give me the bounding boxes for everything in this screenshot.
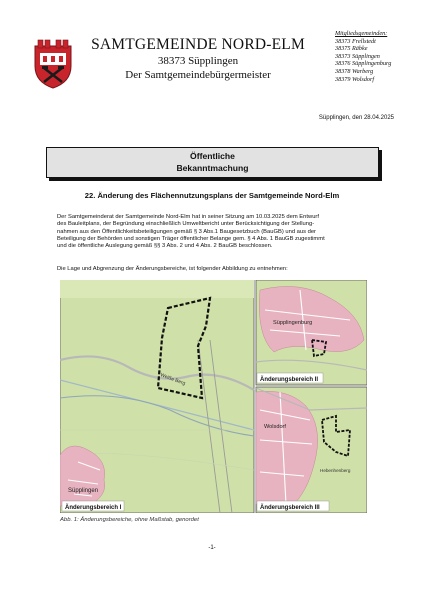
- area-label-1: Änderungsbereich I: [65, 505, 122, 511]
- body-line: nahmen aus den Öffentlichkeitsbeteiligungen gemäß § 3 Abs.1 Baugesetzbuch (BauGB) und aus der: [57, 228, 316, 235]
- member-item: 38378 Warberg: [335, 67, 374, 75]
- map-panel-3: [256, 387, 367, 513]
- field-label: Hebenhenberg: [320, 468, 351, 473]
- member-item: 38379 Wolsdorf: [335, 75, 375, 83]
- notice-box: [46, 147, 379, 178]
- area-label-3: Änderungsbereich III: [260, 505, 320, 511]
- map-svg: [60, 280, 367, 513]
- place-label: Wolsdorf: [264, 424, 286, 430]
- notice-line-1: Öffentliche: [190, 151, 235, 161]
- figure-caption: Abb. 1: Änderungsbereiche, ohne Maßstab, genordet: [60, 517, 199, 523]
- place-label: Süpplingen: [68, 488, 99, 494]
- postal-line: 38373 Süpplingen: [157, 55, 239, 67]
- body-line: Beteiligung der Behörden und sonstigen Träger öffentlicher Belange gem. § 4 Abs. 1 BauGB zugestimmt: [57, 235, 325, 242]
- document-heading: 22. Änderung des Flächennutzungsplans der Samtgemeinde Nord-Elm: [84, 191, 340, 200]
- coat-of-arms-icon: [32, 38, 74, 90]
- notice-line-2: Bekanntmachung: [176, 163, 249, 173]
- map-figure: [60, 280, 367, 513]
- letterhead-subtitle: Der Samtgemeindebürgermeister: [125, 69, 271, 81]
- body-paragraph: [57, 214, 383, 250]
- member-item: 38373 Frellstedt: [335, 37, 376, 45]
- letterhead: [78, 36, 318, 82]
- member-item: 38376 Süpplingenburg: [335, 60, 392, 68]
- map-panel-2: [256, 280, 367, 385]
- page-number: -1-: [208, 545, 216, 551]
- organization-title: SAMTGEMEINDE NORD-ELM: [91, 36, 305, 53]
- members-heading: Mitgliedsgemeinden:: [335, 30, 388, 37]
- body-line: und die öffentliche Auslegung gemäß §§ 3 Abs. 2 und 4 Abs. 2 BauGB beschlossen.: [57, 243, 273, 250]
- member-municipalities: [335, 30, 391, 83]
- area-label-2: Änderungsbereich II: [260, 377, 319, 383]
- map-panel-1: [60, 280, 254, 513]
- date-line: Süpplingen, den 28.04.2025: [318, 115, 394, 121]
- location-sentence: Die Lage und Abgrenzung der Änderungsbereiche, ist folgender Abbildung zu entnehmen:: [57, 266, 288, 272]
- member-item: 38373 Süpplingen: [335, 52, 380, 60]
- place-label: Süpplingenburg: [273, 320, 313, 326]
- body-line: des Bauleitplans, der Begründung einschließlich Umweltbericht unter Berücksichtigung der Stellung-: [57, 221, 315, 228]
- body-line: Der Samtgemeinderat der Samtgemeinde Nord-Elm hat in seiner Sitzung am 10.03.2025 dem Entwurf: [57, 214, 319, 220]
- field-label: Weiße Berg: [159, 372, 187, 387]
- member-item: 38375 Räbke: [335, 45, 368, 53]
